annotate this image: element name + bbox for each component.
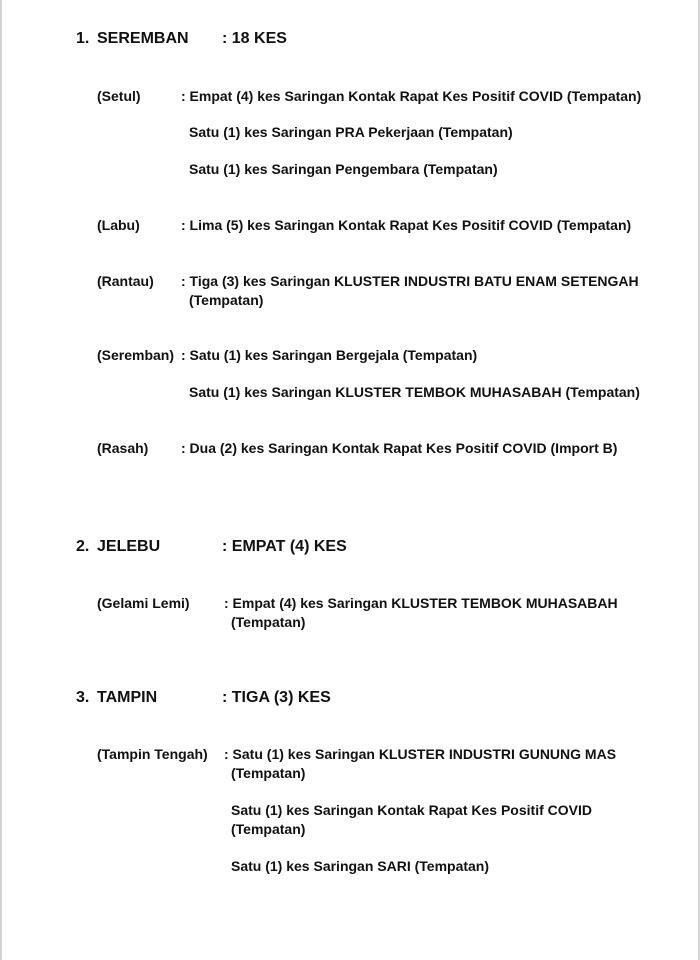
- area-name-seremban: (Seremban): [97, 347, 175, 363]
- district-name: JELEBU: [97, 538, 161, 555]
- district-total: : EMPAT (4) KES: [222, 538, 347, 555]
- area-name-rasah: (Rasah): [97, 440, 149, 456]
- section-number: 1.: [76, 30, 90, 47]
- area-name-tampin-tengah: (Tampin Tengah): [97, 746, 208, 762]
- case-line: (Tempatan): [231, 765, 306, 781]
- area-name-gelami-lemi: (Gelami Lemi): [97, 595, 190, 611]
- area-name-setul: (Setul): [97, 88, 141, 104]
- case-line: Satu (1) kes Saringan Pengembara (Tempatan): [189, 161, 498, 177]
- case-line: : Satu (1) kes Saringan Bergejala (Tempatan): [181, 347, 478, 363]
- case-line: Satu (1) kes Saringan PRA Pekerjaan (Tempatan): [189, 124, 513, 140]
- case-line: (Tempatan): [231, 614, 306, 630]
- case-line: : Dua (2) kes Saringan Kontak Rapat Kes Positif COVID (Import B): [181, 440, 618, 456]
- case-line: : Empat (4) kes Saringan KLUSTER TEMBOK MUHASABAH: [224, 595, 618, 611]
- district-total: : TIGA (3) KES: [222, 689, 331, 706]
- section-number: 3.: [76, 689, 90, 706]
- area-name-labu: (Labu): [97, 217, 140, 233]
- case-line: (Tempatan): [189, 292, 264, 308]
- case-line: Satu (1) kes Saringan KLUSTER TEMBOK MUHASABAH (Tempatan): [189, 384, 640, 400]
- case-line: : Empat (4) kes Saringan Kontak Rapat Kes Positif COVID (Tempatan): [181, 88, 642, 104]
- district-name: TAMPIN: [97, 689, 158, 706]
- district-total: : 18 KES: [222, 30, 287, 47]
- case-line: : Tiga (3) kes Saringan KLUSTER INDUSTRI BATU ENAM SETENGAH: [181, 273, 639, 289]
- area-name-rantau: (Rantau): [97, 273, 154, 289]
- district-name: SEREMBAN: [97, 30, 189, 47]
- case-line: (Tempatan): [231, 821, 306, 837]
- case-line: Satu (1) kes Saringan Kontak Rapat Kes Positif COVID: [231, 802, 592, 818]
- section-number: 2.: [76, 538, 90, 555]
- case-line: : Satu (1) kes Saringan KLUSTER INDUSTRI GUNUNG MAS: [224, 746, 617, 762]
- page-edge-left: [0, 0, 2, 960]
- case-line: : Lima (5) kes Saringan Kontak Rapat Kes Positif COVID (Tempatan): [181, 217, 632, 233]
- case-line: Satu (1) kes Saringan SARI (Tempatan): [231, 858, 490, 874]
